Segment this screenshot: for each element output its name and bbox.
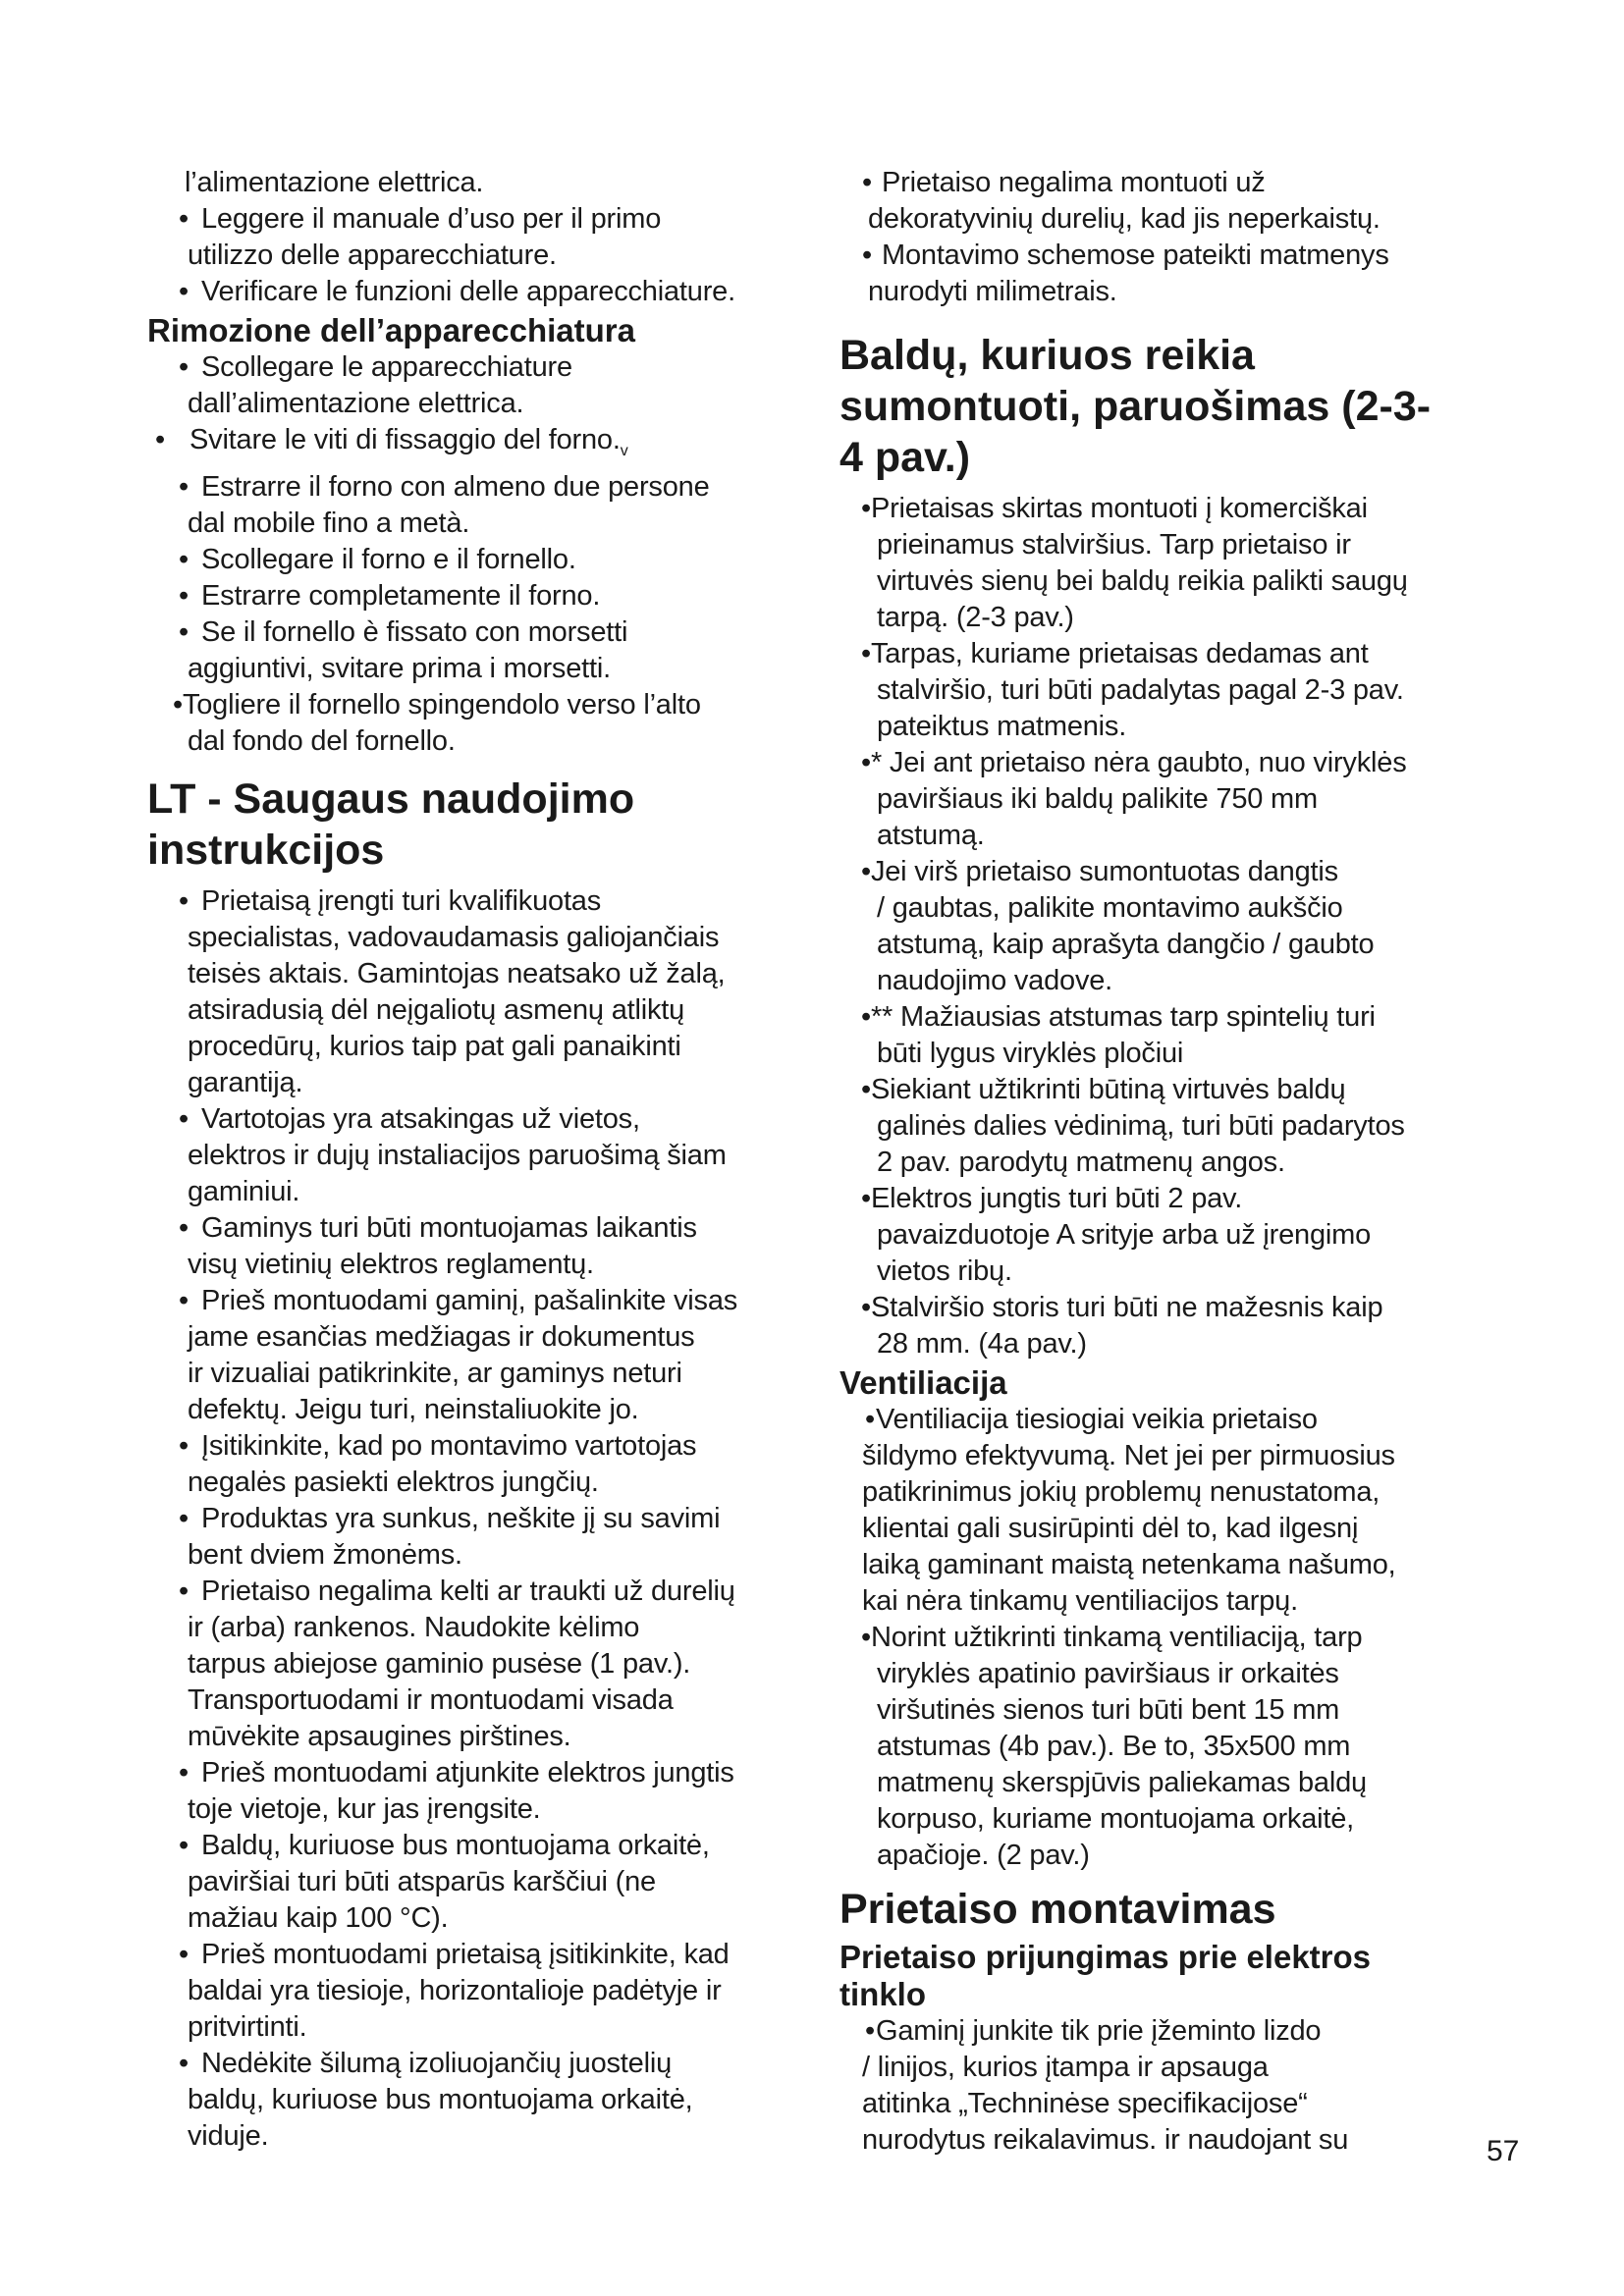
bullet-item bbox=[147, 883, 805, 1101]
subsection-heading bbox=[839, 1939, 1478, 2013]
text-line: baldų, kuriuose bus montuojama orkaitė, bbox=[188, 2083, 693, 2115]
text-line: • Scollegare il forno e il fornello. bbox=[201, 543, 576, 575]
text-line: klientai gali susirūpinti dėl to, kad ilgesnį bbox=[862, 1513, 1359, 1544]
heading-line: LT - Saugaus naudojimo bbox=[147, 774, 635, 823]
bullet-item bbox=[839, 1402, 1478, 1620]
text-line: būti lygus viryklės pločiui bbox=[877, 1038, 1184, 1069]
text-line: • Baldų, kuriuose bus montuojama orkaitė, bbox=[201, 1829, 710, 1861]
bullet-item bbox=[147, 2046, 805, 2155]
text-line: nurodyti milimetrais. bbox=[868, 276, 1117, 307]
text-span: Svitare le viti di fissaggio del forno. bbox=[189, 424, 621, 455]
text-line: • Ventiliacija tiesiogiai veikia prietaiso bbox=[876, 1404, 1318, 1435]
text-line: dekoratyvinių durelių, kad jis neperkaistų. bbox=[868, 203, 1380, 235]
text-line: • Leggere il manuale d’uso per il primo bbox=[201, 203, 662, 235]
text-line: • Nedėkite šilumą izoliuojančių juostelių bbox=[201, 2047, 673, 2079]
heading-line: tinklo bbox=[839, 1976, 926, 2012]
text-line: • Vartotojas yra atsakingas už vietos, bbox=[201, 1102, 640, 1135]
text-line: teisės aktais. Gamintojas neatsako už žalą, bbox=[188, 957, 726, 989]
bullet-item bbox=[147, 1501, 805, 1574]
text-line: • Įsitikinkite, kad po montavimo vartotojas bbox=[201, 1429, 697, 1462]
left-column bbox=[147, 165, 805, 2155]
text-line: tarpą. (2-3 pav.) bbox=[877, 602, 1074, 633]
text-line: pritvirtinti. bbox=[188, 2010, 307, 2043]
bullet-item bbox=[147, 578, 805, 614]
text-line: •* Jei ant prietaiso nėra gaubto, nuo viryklės bbox=[861, 747, 1407, 778]
bullet-item bbox=[147, 1210, 805, 1283]
bullet-item bbox=[147, 1101, 805, 1210]
text-line: jame esančias medžiagas ir dokumentus bbox=[188, 1320, 695, 1353]
text-line: bent dviem žmonėms. bbox=[188, 1538, 462, 1571]
text-line: negalės pasiekti elektros jungčių. bbox=[188, 1466, 599, 1498]
text-line: naudojimo vadove. bbox=[877, 965, 1113, 996]
text-line: atstumą, kaip aprašyta dangčio / gaubto bbox=[877, 929, 1375, 960]
text-line: Transportuodami ir montuodami visada bbox=[188, 1683, 674, 1716]
section-heading: Rimozione dell’apparecchiatura bbox=[147, 312, 635, 348]
text-line: • Prietaiso negalima kelti ar traukti už durelių bbox=[201, 1575, 735, 1607]
superscript-mark: v bbox=[620, 442, 628, 459]
text-line: • Prieš montuodami atjunkite elektros jungtis bbox=[201, 1756, 734, 1789]
text-line: •Stalviršio storis turi būti ne mažesnis kaip bbox=[861, 1292, 1383, 1323]
text-line: • Estrarre il forno con almeno due persone bbox=[201, 470, 710, 503]
text-line: l’alimentazione elettrica. bbox=[185, 167, 484, 198]
text-line: viduje. bbox=[188, 2119, 269, 2152]
text-line: virtuvės sienų bei baldų reikia palikti saugų bbox=[877, 565, 1408, 597]
section-heading-lt bbox=[147, 774, 805, 876]
bullet-item bbox=[147, 201, 805, 274]
bullet-item bbox=[147, 469, 805, 542]
text-line: apačioje. (2 pav.) bbox=[877, 1840, 1090, 1871]
text-line: galinės dalies vėdinimą, turi būti padarytos bbox=[877, 1110, 1405, 1142]
bullet-item bbox=[147, 1574, 805, 1755]
text-line: vietos ribų. bbox=[877, 1255, 1012, 1287]
text-line: •Tarpas, kuriame prietaisas dedamas ant bbox=[861, 638, 1369, 669]
text-line: • Montavimo schemose pateikti matmenys bbox=[882, 240, 1389, 271]
text-line: • Verificare le funzioni delle apparecchiature. bbox=[201, 276, 735, 307]
text-line: •Jei virš prietaiso sumontuotas dangtis bbox=[861, 856, 1338, 887]
text-line: dal fondo del fornello. bbox=[188, 724, 456, 757]
bullet-item bbox=[147, 1937, 805, 2046]
text-line: •** Mažiausias atstumas tarp spintelių turi bbox=[861, 1001, 1376, 1033]
bullet-item bbox=[147, 1755, 805, 1828]
text-line bbox=[189, 422, 805, 469]
text-line: specialistas, vadovaudamasis galiojančiais bbox=[188, 921, 720, 953]
text-line: utilizzo delle apparecchiature. bbox=[188, 240, 557, 271]
section-heading: Ventiliacija bbox=[839, 1364, 1007, 1401]
text-line: matmenų skerspjūvis paliekamas baldų bbox=[877, 1767, 1367, 1798]
text-line: atstumas (4b pav.). Be to, 35x500 mm bbox=[877, 1731, 1351, 1762]
text-line: •Siekiant užtikrinti būtiną virtuvės baldų bbox=[861, 1074, 1346, 1105]
text-line: • Gaminys turi būti montuojamas laikantis bbox=[201, 1211, 697, 1244]
text-line: pateiktus matmenis. bbox=[877, 711, 1127, 742]
text-line: atitinka „Techninėse specifikacijose“ bbox=[862, 2088, 1308, 2119]
heading-line: instrukcijos bbox=[147, 826, 385, 874]
text-line: • Produktas yra sunkus, neškite jį su savimi bbox=[201, 1502, 721, 1534]
text-line: procedūrų, kurios taip pat gali panaikinti bbox=[188, 1030, 681, 1062]
text-line: •Elektros jungtis turi būti 2 pav. bbox=[861, 1183, 1243, 1214]
text-line: ir vizualiai patikrinkite, ar gaminys neturi bbox=[188, 1357, 682, 1389]
bullet-item bbox=[147, 274, 805, 310]
text-line: •Norint užtikrinti tinkamą ventiliaciją, tarp bbox=[861, 1622, 1363, 1653]
bullet-item bbox=[147, 1828, 805, 1937]
text-line: defektų. Jeigu turi, neinstaliuokite jo. bbox=[188, 1393, 639, 1425]
text-line: / linijos, kurios įtampa ir apsauga bbox=[862, 2052, 1269, 2083]
text-line: pavaizduotoje A srityje arba už įrengimo bbox=[877, 1219, 1372, 1251]
text-line: baldai yra tiesioje, horizontalioje padėtyje ir bbox=[188, 1974, 722, 2006]
bullet-item bbox=[147, 349, 805, 422]
text-line: • Estrarre completamente il forno. bbox=[201, 579, 601, 612]
text-line: dall’alimentazione elettrica. bbox=[188, 388, 524, 419]
text-line: •Prietaisas skirtas montuoti į komerciškai bbox=[861, 493, 1368, 524]
section-heading-baldu bbox=[839, 330, 1478, 483]
text-line: mūvėkite apsaugines pirštines. bbox=[188, 1720, 571, 1752]
text-line: • Gaminį junkite tik prie įžeminto lizdo bbox=[876, 2015, 1322, 2047]
bullet-item bbox=[147, 614, 805, 687]
page-number: 57 bbox=[1487, 2135, 1520, 2167]
text-line: 2 pav. parodytų matmenų angos. bbox=[877, 1147, 1285, 1178]
text-line: viršutinės sienos turi būti bent 15 mm bbox=[877, 1694, 1340, 1726]
text-line: • Prietaiso negalima montuoti už bbox=[882, 167, 1266, 198]
text-line: •Togliere il fornello spingendolo verso l’alto bbox=[173, 688, 701, 721]
text-line: atsiradusią dėl neįgaliotų asmenų atliktų bbox=[188, 993, 685, 1026]
text-line: • Scollegare le apparecchiature bbox=[201, 351, 572, 383]
heading-line: Baldų, kuriuos reikia bbox=[839, 332, 1255, 379]
text-line: atstumą. bbox=[877, 820, 985, 851]
text-line: paviršiaus iki baldų palikite 750 mm bbox=[877, 783, 1318, 815]
text-line: mažiau kaip 100 °C). bbox=[188, 1901, 449, 1934]
text-line: dal mobile fino a metà. bbox=[188, 507, 470, 539]
text-line: nurodytus reikalavimus. ir naudojant su bbox=[862, 2124, 1349, 2156]
text-line: garantiją. bbox=[188, 1066, 303, 1098]
heading-line: Prietaiso prijungimas prie elektros bbox=[839, 1939, 1372, 1975]
text-line: / gaubtas, palikite montavimo aukščio bbox=[877, 892, 1343, 924]
text-line: • Prieš montuodami gaminį, pašalinkite visas bbox=[201, 1284, 738, 1316]
text-line: • Se il fornello è fissato con morsetti bbox=[201, 615, 628, 648]
text-line: patikrinimus jokių problemų nenustatoma, bbox=[862, 1476, 1380, 1508]
text-line: • Prietaisą įrengti turi kvalifikuotas bbox=[201, 884, 602, 917]
text-line: stalviršio, turi būti padalytas pagal 2-3 pav. bbox=[877, 674, 1404, 706]
bullet-item bbox=[147, 422, 805, 469]
bullet-item bbox=[147, 1283, 805, 1428]
text-line: toje vietoje, kur jas įrengsite. bbox=[188, 1792, 541, 1825]
text-line: gaminiui. bbox=[188, 1175, 300, 1207]
text-line: šildymo efektyvumą. Net jei per pirmuosius bbox=[862, 1440, 1395, 1471]
heading-line: sumontuoti, paruošimas (2-3- bbox=[839, 383, 1432, 430]
section-heading-montavimas: Prietaiso montavimas bbox=[839, 1886, 1276, 1933]
text-line: elektros ir dujų instaliacijos paruošimą šiam bbox=[188, 1139, 727, 1171]
text-line: laiką gaminant maistą netenkama našumo, bbox=[862, 1549, 1396, 1580]
text-line: ir (arba) rankenos. Naudokite kėlimo bbox=[188, 1611, 640, 1643]
text-line: kai nėra tinkamų ventiliacijos tarpų. bbox=[862, 1585, 1298, 1617]
text-line: tarpus abiejose gaminio pusėse (1 pav.). bbox=[188, 1647, 691, 1680]
bullet-item bbox=[839, 2013, 1478, 2159]
text-line: • Prieš montuodami prietaisą įsitikinkite, kad bbox=[201, 1938, 730, 1970]
bullet-item bbox=[147, 1428, 805, 1501]
bullet-item bbox=[839, 165, 1478, 238]
right-column bbox=[839, 165, 1478, 2159]
text-line: viryklės apatinio paviršiaus ir orkaitės bbox=[877, 1658, 1339, 1689]
text-line: prieinamus stalviršius. Tarp prietaiso ir bbox=[877, 529, 1351, 561]
text-line: paviršiai turi būti atsparūs karščiui (ne bbox=[188, 1865, 656, 1897]
bullet-item bbox=[839, 238, 1478, 310]
text-line: aggiuntivi, svitare prima i morsetti. bbox=[188, 652, 611, 684]
bullet-item bbox=[147, 542, 805, 578]
text-line: 28 mm. (4a pav.) bbox=[877, 1328, 1087, 1360]
text-line: visų vietinių elektros reglamentų. bbox=[188, 1248, 594, 1280]
text-line: korpuso, kuriame montuojama orkaitė, bbox=[877, 1803, 1355, 1835]
heading-line: 4 pav.) bbox=[839, 434, 971, 481]
